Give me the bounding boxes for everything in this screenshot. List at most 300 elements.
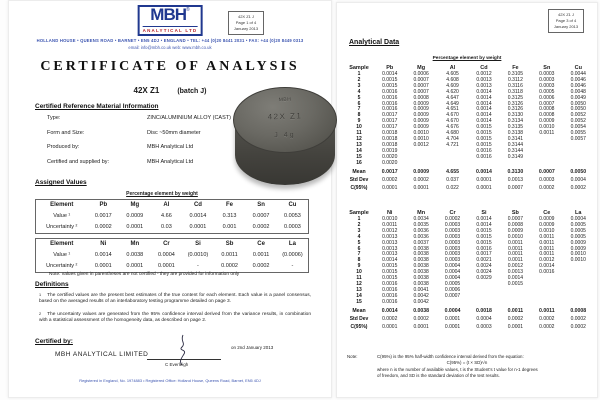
table-cell: 0.0052 bbox=[570, 112, 586, 119]
table-cell: 4.704 bbox=[446, 135, 459, 142]
table-cell: 0.0010 bbox=[570, 257, 586, 264]
batch-label: (batch J) bbox=[177, 88, 207, 95]
table-cell: 0.0014 bbox=[476, 216, 492, 222]
table-cell: - bbox=[291, 263, 294, 269]
table-cell: 0.0012 bbox=[539, 257, 555, 264]
table-cell: 0.0014 bbox=[381, 307, 398, 314]
table-row bbox=[344, 315, 594, 323]
table-cell: 0.0014 bbox=[507, 275, 524, 282]
table-cell: 0.0016 bbox=[539, 269, 555, 276]
table-cell: 0.0004 bbox=[444, 307, 461, 314]
table-cell: 0.0011 bbox=[507, 307, 524, 314]
table-cell: 0.0001 bbox=[413, 324, 429, 331]
table-row bbox=[36, 222, 309, 234]
company-address: HOLLAND HOUSE • QUEENS ROAD • BARNET • EN5 4DJ • ENGLAND • TEL: +44 (0)20 8441 2031 • FAX: +44 (0)20 8449 0313 bbox=[36, 38, 304, 43]
table-cell: 0.0036 bbox=[413, 227, 429, 234]
table-cell: 0.0003 bbox=[539, 176, 555, 183]
table-cell: 0.0037 bbox=[413, 239, 429, 246]
note-text-line2: where n is the number of available values, t is the Student's t value for n-1 degrees bbox=[377, 366, 538, 372]
column-header: Sn bbox=[543, 65, 551, 71]
confidence-interval-note bbox=[347, 354, 591, 380]
table-cell: 7 bbox=[357, 251, 361, 258]
field-value: ZINC/ALUMINIUM ALLOY (CAST) bbox=[147, 115, 231, 121]
table-cell: 0.0019 bbox=[382, 147, 398, 154]
column-header: Ni bbox=[386, 210, 393, 216]
table-cell: 0.0014 bbox=[476, 168, 492, 175]
table-cell: 0.0011 bbox=[507, 251, 523, 258]
table-cell: Value ¹ bbox=[53, 252, 71, 258]
table-cell: Si bbox=[195, 241, 201, 247]
table-cell: 0.0003 bbox=[539, 76, 555, 83]
table-cell: 0.0036 bbox=[413, 233, 429, 240]
table-cell: 0.0052 bbox=[570, 118, 586, 125]
table-cell: 0.0013 bbox=[382, 251, 398, 258]
column-header: Pb bbox=[386, 65, 394, 71]
note-text-line3: of freedom, and SD is the standard deviation of the test results. bbox=[377, 373, 500, 379]
table-cell: 0.0002 bbox=[413, 176, 429, 183]
mbh-logo bbox=[138, 5, 203, 37]
table-cell: - bbox=[197, 263, 199, 269]
issue-date: January 2013 bbox=[553, 24, 579, 30]
table-cell: 15 bbox=[356, 153, 362, 160]
table-row bbox=[344, 306, 594, 315]
table-cell: 4 bbox=[357, 88, 361, 95]
table-cell: La bbox=[288, 241, 296, 247]
table-cell: 0.0001 bbox=[476, 176, 492, 183]
table-cell: 0.0021 bbox=[476, 257, 492, 264]
field-label: Produced by: bbox=[47, 144, 80, 150]
table-cell: 14 bbox=[356, 147, 362, 154]
table-cell: 0.0003 bbox=[444, 227, 461, 234]
table-cell: 0.0009 bbox=[126, 213, 144, 219]
table-cell: 0.03 bbox=[161, 224, 172, 230]
table-cell: 0.0055 bbox=[570, 130, 586, 137]
table-row bbox=[36, 250, 309, 261]
table-cell: 0.0007 bbox=[507, 216, 524, 222]
table-cell: 0.0050 bbox=[570, 106, 586, 113]
table-cell: 0.3118 bbox=[507, 88, 523, 95]
analytical-data-page-3 bbox=[336, 2, 598, 398]
table-cell: 6 bbox=[357, 100, 361, 107]
table-cell: 0.0016 bbox=[382, 88, 398, 95]
table-cell: 2 bbox=[357, 76, 361, 83]
table-cell: 0.0002 bbox=[252, 263, 270, 269]
issue-date: January 2013 bbox=[233, 26, 259, 32]
table-cell: 0.0001 bbox=[157, 263, 175, 269]
table-cell: 0.0014 bbox=[94, 252, 112, 258]
column-header: Fe bbox=[512, 65, 519, 71]
table-cell: 0.0009 bbox=[413, 112, 429, 119]
table-cell: 0.0014 bbox=[476, 112, 492, 119]
table-cell: 0.0049 bbox=[570, 94, 586, 101]
table-cell: 0.3105 bbox=[507, 71, 524, 77]
table-cell: 0.0042 bbox=[413, 298, 429, 305]
table-cell: 0.0006 bbox=[444, 286, 461, 293]
table-cell: 0.3135 bbox=[507, 124, 524, 131]
mbh-logo-text: MBH bbox=[150, 5, 187, 24]
table-cell: 0.0015 bbox=[382, 275, 398, 282]
table-cell: 0.0002 bbox=[539, 316, 555, 322]
certificate-page-1 bbox=[8, 0, 332, 398]
table-cell: Std Dev bbox=[349, 176, 369, 183]
table-cell: 3 bbox=[357, 227, 361, 234]
table-cell: 0.0005 bbox=[444, 280, 461, 287]
table-cell: 0.0001 bbox=[126, 224, 144, 230]
table-cell: 0.0008 bbox=[539, 106, 555, 113]
column-header: Cd bbox=[480, 65, 488, 71]
table-cell: 11 bbox=[356, 275, 362, 282]
table-cell: 0.0011 bbox=[539, 130, 555, 137]
table-cell: 0.0011 bbox=[539, 233, 555, 240]
table-cell: 4.608 bbox=[446, 76, 459, 83]
table-cell: 0.0009 bbox=[539, 221, 555, 228]
table-cell: 0.0002 bbox=[382, 176, 398, 183]
definition-1 bbox=[39, 293, 311, 305]
disc-engraving-brand: MBH bbox=[278, 96, 292, 104]
table-cell: Value ¹ bbox=[53, 213, 71, 219]
disc-top-face bbox=[233, 87, 337, 153]
table-cell: Element bbox=[50, 241, 74, 247]
table-cell: 0.0001 bbox=[507, 324, 524, 331]
table-cell: 0.0038 bbox=[413, 307, 430, 314]
disc-engraving-batch: J 4g bbox=[274, 131, 296, 140]
table-cell: Uncertainty ² bbox=[46, 263, 78, 269]
table-cell: 0.0016 bbox=[476, 147, 492, 154]
table-cell: 0.0003 bbox=[444, 245, 461, 252]
table-cell: 0.0011 bbox=[507, 257, 523, 264]
table-cell: 4.609 bbox=[446, 82, 459, 89]
field-label: Form and Size: bbox=[47, 129, 85, 136]
table-cell: 0.0008 bbox=[539, 112, 555, 119]
table-cell: 0.0001 bbox=[476, 185, 492, 192]
table-cell: 0.0001 bbox=[189, 224, 207, 230]
field-value: MBH Analytical Ltd bbox=[147, 158, 194, 165]
certified-by-heading: Certified by: bbox=[35, 338, 73, 345]
analytical-table-1 bbox=[344, 64, 594, 192]
table-cell: 0.0015 bbox=[382, 269, 398, 276]
table-cell: 0.0015 bbox=[476, 227, 492, 234]
table-cell: Al bbox=[163, 202, 170, 208]
table-cell: 0.0014 bbox=[382, 257, 398, 264]
table-cell: 0.0004 bbox=[570, 216, 586, 222]
column-header: Mn bbox=[417, 210, 426, 216]
table-cell: 4.680 bbox=[446, 130, 459, 137]
analytical-data-heading: Analytical Data bbox=[349, 39, 400, 46]
table-cell: 0.0015 bbox=[382, 76, 398, 83]
signatory-name: C Everleigh bbox=[165, 362, 189, 367]
table-cell: 0.037 bbox=[446, 176, 459, 183]
table-cell: 0.0013 bbox=[476, 76, 492, 83]
table-cell: 0.0015 bbox=[476, 135, 492, 142]
table-cell: Ce bbox=[257, 241, 265, 247]
table-cell: 0.0003 bbox=[444, 257, 461, 264]
table-row bbox=[36, 200, 309, 212]
table-cell: Sb bbox=[225, 241, 234, 247]
table-cell: 4.605 bbox=[446, 71, 459, 77]
table-cell: Pb bbox=[99, 202, 108, 208]
company-contact: email: info@mbh.co.uk web: www.mbh.co.uk bbox=[128, 45, 212, 50]
table-cell: 0.0029 bbox=[476, 275, 492, 282]
table-cell: 0.0014 bbox=[476, 221, 492, 228]
table-cell: 0.0013 bbox=[476, 82, 492, 89]
assigned-values-table-2 bbox=[35, 238, 309, 273]
table-cell: 15 bbox=[356, 298, 362, 305]
table-cell: 0.0015 bbox=[476, 124, 492, 131]
table-cell: 0.0009 bbox=[539, 216, 555, 222]
table-cell: 0.0010 bbox=[539, 227, 555, 234]
note-text-line1: C(95%) is the 95% half-width confidence interval derived from the equation: bbox=[377, 354, 524, 359]
page3-reference-box bbox=[548, 9, 584, 33]
table-cell: 0.0016 bbox=[382, 106, 398, 113]
table-row bbox=[344, 175, 594, 183]
table-cell: 0.0010 bbox=[413, 130, 429, 137]
table-cell: 0.0041 bbox=[413, 286, 429, 293]
table-cell: 0.0012 bbox=[413, 141, 429, 148]
table-cell: 0.0002 bbox=[221, 263, 238, 269]
table-cell: 4.655 bbox=[446, 168, 460, 175]
note-equation: C(95%) = (t × SD)⁄√n bbox=[446, 360, 488, 366]
table-cell: 0.3112 bbox=[507, 76, 523, 83]
table-row bbox=[344, 184, 594, 192]
table-cell: 0.0009 bbox=[413, 100, 429, 107]
table-cell: 0.0017 bbox=[476, 251, 492, 258]
reference-code: 42X Z1 J bbox=[557, 12, 574, 17]
analytical-table-2 bbox=[344, 209, 594, 331]
crm-info-heading: Certified Reference Material Information bbox=[35, 103, 159, 110]
table-cell: 10 bbox=[356, 124, 362, 131]
table-cell: 0.0015 bbox=[382, 263, 398, 270]
table-cell: 0.0057 bbox=[570, 135, 586, 142]
table-cell: 11 bbox=[356, 130, 362, 137]
table-cell: 0.0003 bbox=[444, 221, 461, 228]
table-cell: 0.0018 bbox=[476, 307, 492, 314]
table-cell: 0.0015 bbox=[507, 280, 524, 287]
table-cell: 0.0007 bbox=[507, 185, 524, 192]
assigned-values-table-1 bbox=[35, 199, 309, 234]
table-cell: 0.0016 bbox=[476, 153, 492, 160]
table-cell: 0.0046 bbox=[570, 82, 586, 89]
table-cell: 0.0007 bbox=[413, 76, 429, 83]
table-cell: 0.0006 bbox=[539, 94, 555, 101]
table-cell: 0.0011 bbox=[539, 239, 555, 246]
table-cell: 0.0015 bbox=[476, 141, 492, 148]
table-cell: 0.0005 bbox=[570, 233, 586, 240]
table-cell: 0.0004 bbox=[157, 252, 175, 258]
table-cell: 0.0050 bbox=[570, 100, 586, 107]
table-cell: 0.0038 bbox=[413, 269, 429, 276]
column-header: Ce bbox=[543, 210, 551, 216]
table-cell: 0.3116 bbox=[507, 82, 523, 89]
table-cell: 4.649 bbox=[446, 100, 459, 107]
mbh-logo-subtext: ANALYTICAL LTD bbox=[142, 28, 198, 33]
table-row bbox=[36, 211, 309, 222]
table-cell: 0.0012 bbox=[476, 71, 492, 77]
table-cell: Uncertainty ² bbox=[46, 224, 78, 230]
table-cell: 0.3125 bbox=[507, 94, 524, 101]
table-cell: 0.0001 bbox=[94, 263, 112, 269]
table-cell: 4.651 bbox=[446, 106, 459, 113]
table-cell: 0.0011 bbox=[507, 239, 523, 246]
table-cell: 12 bbox=[356, 280, 362, 287]
table-cell: 0.0017 bbox=[94, 213, 112, 219]
table-cell: 0.0009 bbox=[413, 118, 429, 125]
table-cell: 0.0005 bbox=[570, 221, 586, 228]
table-cell: 4.676 bbox=[446, 124, 459, 131]
table-cell: 0.0038 bbox=[413, 280, 429, 287]
table-cell: 0.0024 bbox=[476, 269, 492, 276]
table-cell: 0.0003 bbox=[444, 251, 461, 258]
table-cell: 0.0020 bbox=[382, 153, 398, 160]
table-cell: 0.0009 bbox=[507, 227, 524, 234]
table-cell: 4.647 bbox=[446, 94, 459, 101]
table-cell: (0.0010) bbox=[187, 252, 209, 258]
table-cell: 0.3134 bbox=[507, 118, 524, 125]
table-cell: 0.3144 bbox=[507, 147, 524, 154]
table-cell: 0.0009 bbox=[413, 106, 429, 113]
table-cell: 0.0014 bbox=[476, 88, 492, 95]
table-cell: 0.0008 bbox=[413, 94, 429, 101]
table-cell: 0.0003 bbox=[444, 239, 461, 246]
table-cell: 16 bbox=[356, 159, 362, 166]
table-cell: 0.0020 bbox=[382, 159, 398, 166]
table-cell: 12 bbox=[356, 135, 362, 142]
note-label: Note: bbox=[347, 354, 358, 359]
table-cell: 0.0003 bbox=[444, 233, 461, 240]
field-label: Type: bbox=[47, 115, 61, 121]
table-cell: 0.0002 bbox=[570, 324, 586, 331]
table-cell: Cr bbox=[163, 241, 170, 247]
table-cell: 0.0011 bbox=[539, 251, 555, 258]
table-cell: 0.0015 bbox=[476, 239, 492, 246]
table-cell: 4.721 bbox=[446, 141, 459, 148]
certificate-title: CERTIFICATE OF ANALYSIS bbox=[40, 59, 300, 74]
table-cell: C(95%) bbox=[350, 324, 368, 331]
table-cell: 0.3126 bbox=[507, 106, 524, 113]
table-cell: 0.0003 bbox=[476, 324, 492, 331]
alloy-disc-photo bbox=[233, 87, 337, 193]
table-cell: 0.0016 bbox=[382, 298, 398, 305]
table-cell: 0.0006 bbox=[413, 71, 429, 77]
crm-field-type bbox=[47, 115, 231, 121]
table-cell: 0.0011 bbox=[252, 252, 270, 258]
table-cell: 0.0053 bbox=[284, 213, 301, 219]
table-cell: 8 bbox=[357, 257, 361, 264]
table-cell: 0.0015 bbox=[476, 130, 492, 137]
table-cell: 0.0016 bbox=[382, 94, 398, 101]
signature-date: on 2nd January 2013 bbox=[231, 345, 274, 350]
table-row bbox=[36, 239, 309, 251]
table-cell: 0.0016 bbox=[382, 286, 398, 293]
table-cell: 0.0013 bbox=[507, 269, 524, 276]
table-cell: 0.0013 bbox=[382, 233, 398, 240]
table-cell: 0.0038 bbox=[413, 245, 429, 252]
table-cell: 0.0004 bbox=[444, 275, 461, 282]
table-cell: 1 bbox=[357, 216, 361, 222]
table-cell: 1 bbox=[357, 71, 361, 77]
crm-field-certified-by bbox=[47, 159, 231, 165]
table-cell: 0.0046 bbox=[570, 76, 586, 83]
table-cell: 0.0007 bbox=[539, 100, 555, 107]
registered-trademark-icon: ® bbox=[186, 7, 190, 13]
table-cell: 7 bbox=[357, 106, 361, 113]
table-cell: 10 bbox=[356, 269, 362, 276]
table-cell: 4.670 bbox=[446, 112, 459, 119]
table-cell: 13 bbox=[356, 286, 362, 293]
table-cell: 0.0010 bbox=[539, 124, 555, 131]
table-cell: 0.0042 bbox=[413, 292, 429, 299]
table-cell: 0.0038 bbox=[413, 263, 429, 270]
table-cell: 0.3130 bbox=[507, 112, 524, 119]
table-cell: 0.0009 bbox=[570, 245, 586, 252]
table-cell: 0.0002 bbox=[94, 224, 112, 230]
page-number: Page 3 of 4 bbox=[555, 18, 577, 24]
table-cell: 0.0011 bbox=[507, 245, 523, 252]
table-cell: 0.0011 bbox=[382, 221, 398, 228]
table-cell: 0.0010 bbox=[507, 233, 524, 240]
table-cell: 0.0007 bbox=[538, 168, 555, 175]
table-cell: 4.620 bbox=[446, 88, 459, 95]
table-cell: 0.0018 bbox=[382, 141, 398, 148]
table-cell: 0.0012 bbox=[382, 227, 398, 234]
table-cell: 0.0015 bbox=[476, 233, 492, 240]
table-cell: 0.0016 bbox=[382, 292, 398, 299]
table-cell: 0.0048 bbox=[570, 88, 586, 95]
table-cell: 0.3149 bbox=[507, 153, 524, 160]
table-cell: 0.0016 bbox=[382, 100, 398, 107]
table-cell: 0.0008 bbox=[570, 307, 587, 314]
parentheses-note: Note: values given in parentheses are not certified - they are provided for information only bbox=[49, 272, 240, 277]
table-cell: 0.0002 bbox=[252, 224, 270, 230]
table-row bbox=[36, 261, 309, 273]
table-cell: 0.0038 bbox=[126, 252, 144, 258]
assigned-values-heading: Assigned Values bbox=[35, 179, 87, 186]
field-label: Certified and supplied by: bbox=[47, 158, 110, 165]
table-cell: 0.0004 bbox=[444, 263, 461, 270]
table-cell: 0.3130 bbox=[507, 168, 524, 175]
column-header: Sample bbox=[349, 210, 369, 216]
column-header: Cr bbox=[449, 210, 456, 216]
table-cell: 0.0008 bbox=[507, 221, 524, 228]
table-cell: 0.0013 bbox=[382, 239, 398, 246]
table-cell: 0.0014 bbox=[476, 100, 492, 107]
table-cell: 0.0014 bbox=[476, 106, 492, 113]
mbh-logo-box bbox=[138, 5, 203, 36]
table-cell: 0.0013 bbox=[382, 245, 398, 252]
column-header: Sample bbox=[349, 65, 369, 71]
table-cell: 0.0013 bbox=[507, 176, 524, 183]
table-cell: Mean bbox=[352, 307, 366, 314]
table-cell: 0.0018 bbox=[382, 135, 398, 142]
crm-fields bbox=[47, 115, 231, 173]
table-cell: 0.0002 bbox=[413, 316, 429, 322]
table-cell: 14 bbox=[356, 292, 362, 299]
table-cell: Sn bbox=[257, 202, 265, 208]
table-cell: 0.0009 bbox=[413, 168, 430, 175]
table-cell: 2 bbox=[357, 221, 361, 228]
column-header: Al bbox=[449, 65, 456, 71]
table-cell: 8 bbox=[357, 112, 361, 119]
table-cell: 0.0014 bbox=[476, 94, 492, 101]
table-cell: 0.0002 bbox=[570, 316, 586, 322]
table-cell: 0.3141 bbox=[507, 135, 524, 142]
table-cell: 0.0016 bbox=[476, 245, 492, 252]
table-cell: 4.670 bbox=[446, 118, 459, 125]
table-cell: 0.0050 bbox=[570, 168, 587, 175]
table-cell: 0.0002 bbox=[507, 316, 524, 322]
table-cell: 0.0011 bbox=[539, 307, 555, 314]
column-header: Si bbox=[481, 210, 487, 216]
table-cell: 0.0024 bbox=[476, 263, 492, 270]
